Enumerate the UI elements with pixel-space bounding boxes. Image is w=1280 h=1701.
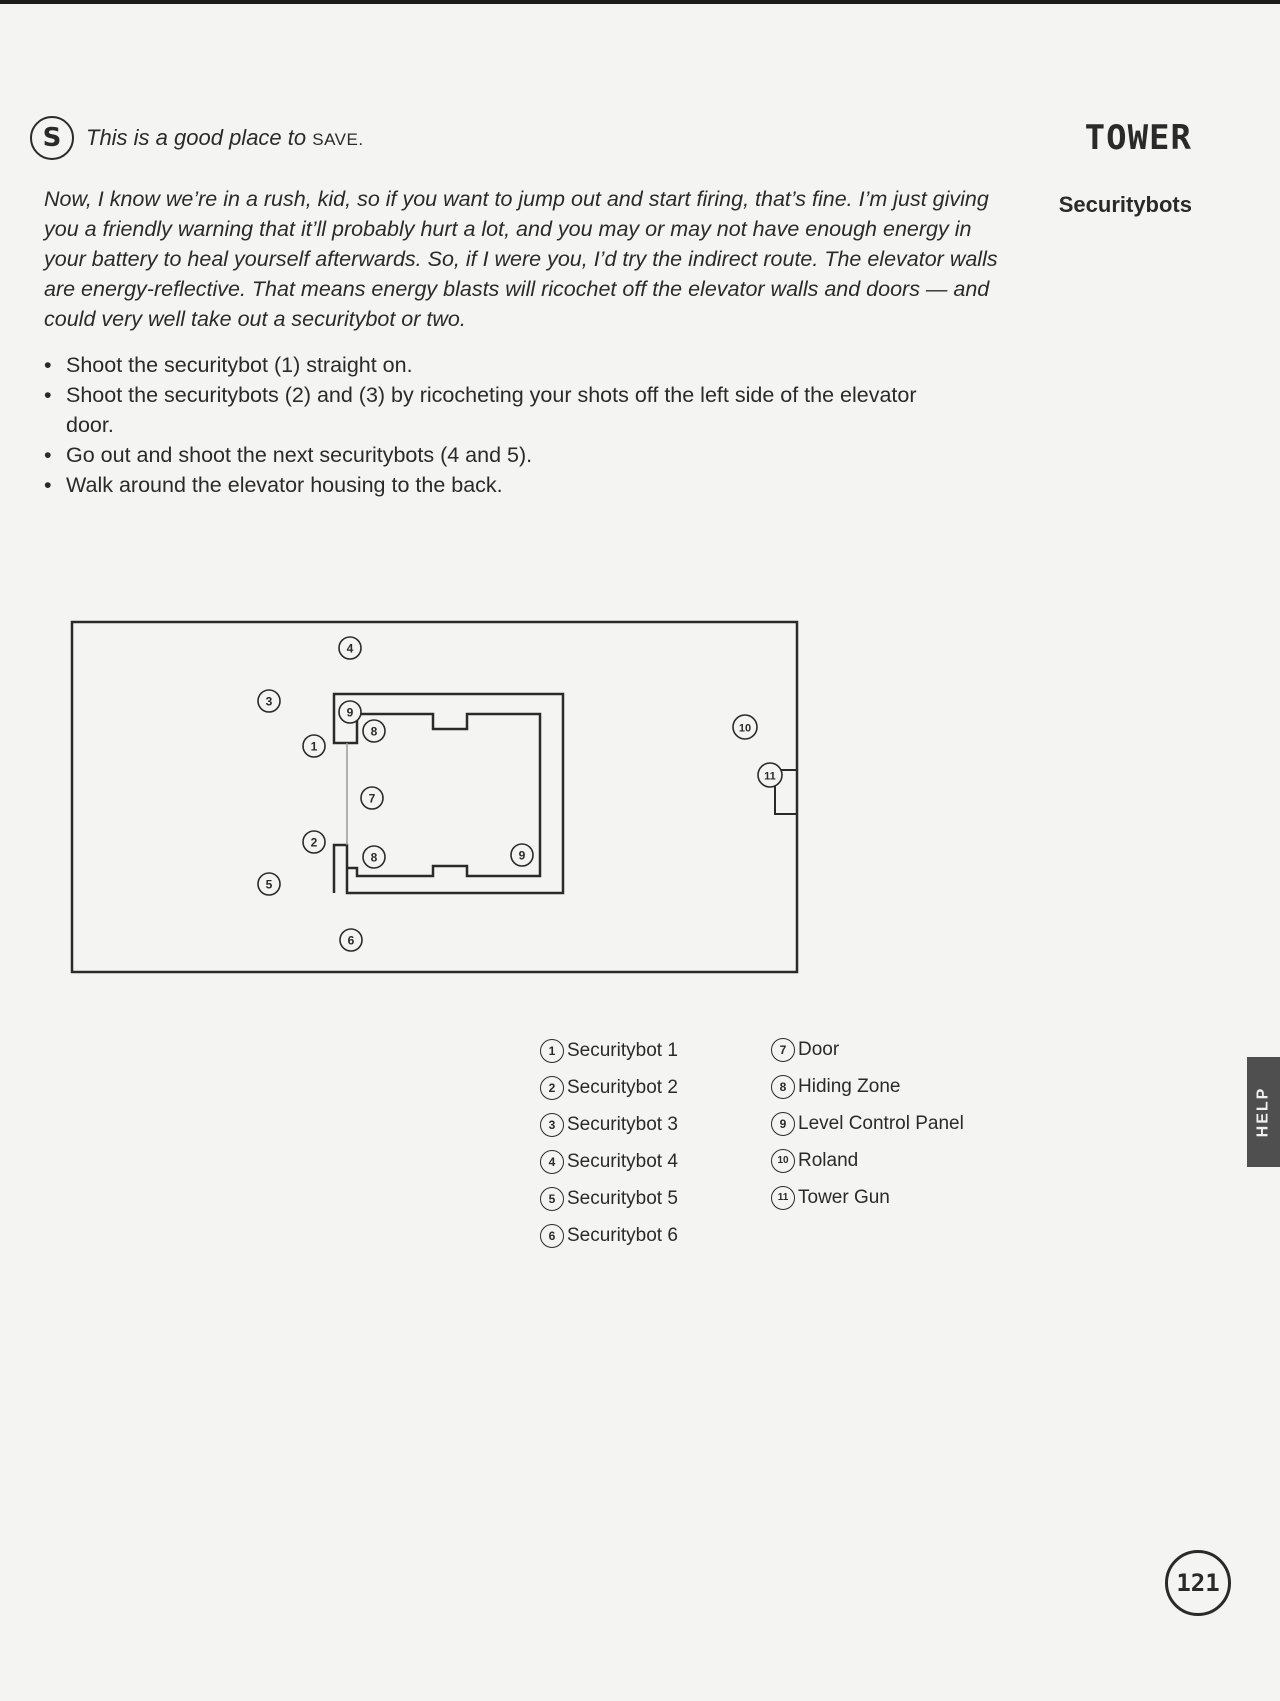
legend-item [540,1106,800,1143]
legend-label: Securitybot 2 [567,1076,678,1098]
save-hint-prefix: This is a good place to [86,125,313,150]
intro-paragraph: Now, I know we’re in a rush, kid, so if you want to jump out and start firing, that’s fine. I’m just giving you a friendly warning that it’ll probably hurt a lot, and you may or may not have enough energy in your battery to heal yourself afterwards. So, if I were you, I’d try the indirect route. The elevator walls are energy-reflective. That means energy blasts will ricochet off the elevator walls and doors — and could very well take out a securitybot or two. [44,187,998,331]
map-marker-4 [339,637,361,659]
map-marker-label: 10 [738,722,752,735]
legend-label: Securitybot 4 [567,1150,678,1172]
section-subtitle: Securitybots [1058,192,1192,217]
legend-number: 11 [771,1186,795,1210]
map-marker-1 [303,735,325,757]
map-marker-2 [303,831,325,853]
save-icon: S [30,116,74,160]
help-side-tab [1247,1057,1280,1167]
map-marker-label: 7 [368,791,376,806]
save-keyword: SAVE. [312,130,364,149]
legend-number: 8 [771,1075,795,1099]
legend-item [540,1032,800,1069]
tip-item: • Shoot the securitybot (1) straight on. [44,350,924,380]
legend-label: Securitybot 3 [567,1113,678,1135]
map-marker-8-bottom [363,846,385,868]
legend-number: 6 [540,1224,564,1248]
section-title: TOWER [1084,118,1192,158]
legend-label: Roland [798,1149,859,1171]
page-number: 121 [1165,1550,1231,1616]
map-marker-label: 2 [310,835,318,850]
legend-label: Securitybot 1 [567,1039,678,1061]
map-marker-label: 11 [764,770,776,783]
legend-item [771,1142,1031,1179]
tip-item: • Go out and shoot the next securitybots (4 and 5). [44,440,924,470]
legend-label: Hiding Zone [798,1075,901,1097]
map-marker-label: 4 [346,641,354,656]
map-marker-6 [340,929,362,951]
map-marker-7 [361,787,383,809]
legend-item [540,1180,800,1217]
legend-number: 7 [771,1038,795,1062]
map-marker-label: 9 [346,705,354,720]
tip-item: • Shoot the securitybots (2) and (3) by ricocheting your shots off the left side of the elevator door. [44,380,924,440]
legend-item [771,1031,1031,1068]
legend-number: 2 [540,1076,564,1100]
legend-number: 9 [771,1112,795,1136]
legend-left [540,1032,800,1254]
legend-number: 3 [540,1113,564,1137]
tip-item: • Walk around the elevator housing to the back. [44,470,924,500]
legend-label: Level Control Panel [798,1112,964,1134]
legend-label: Door [798,1038,840,1060]
map-marker-label: 3 [265,694,273,709]
legend-right [771,1031,1031,1216]
map-marker-label: 8 [370,850,378,865]
legend-item [540,1217,800,1254]
legend-item [540,1143,800,1180]
map-marker-label: 5 [265,877,273,892]
map-marker-5 [258,873,280,895]
map-border [72,622,797,972]
legend-number: 10 [771,1149,795,1173]
map-marker-11 [758,763,782,787]
legend-number: 1 [540,1039,564,1063]
legend-label: Securitybot 6 [567,1224,678,1246]
map-marker-8-top [363,720,385,742]
legend-item [540,1069,800,1106]
map-marker-label: 6 [347,933,355,948]
legend-label: Tower Gun [798,1186,890,1208]
help-tab-label: HELP [1254,1086,1272,1138]
map-marker-9-bottom [511,844,533,866]
map-marker-label: 8 [370,724,378,739]
legend-item [771,1068,1031,1105]
legend-number: 5 [540,1187,564,1211]
legend-item [771,1179,1031,1216]
elevator-lower-wall [334,845,347,893]
legend-item [771,1105,1031,1142]
legend-number: 4 [540,1150,564,1174]
map-marker-9-top [339,701,361,723]
map-marker-label: 9 [518,848,526,863]
map-marker-label: 1 [310,739,318,754]
map-marker-10 [733,715,757,739]
legend-label: Securitybot 5 [567,1187,678,1209]
map-marker-3 [258,690,280,712]
